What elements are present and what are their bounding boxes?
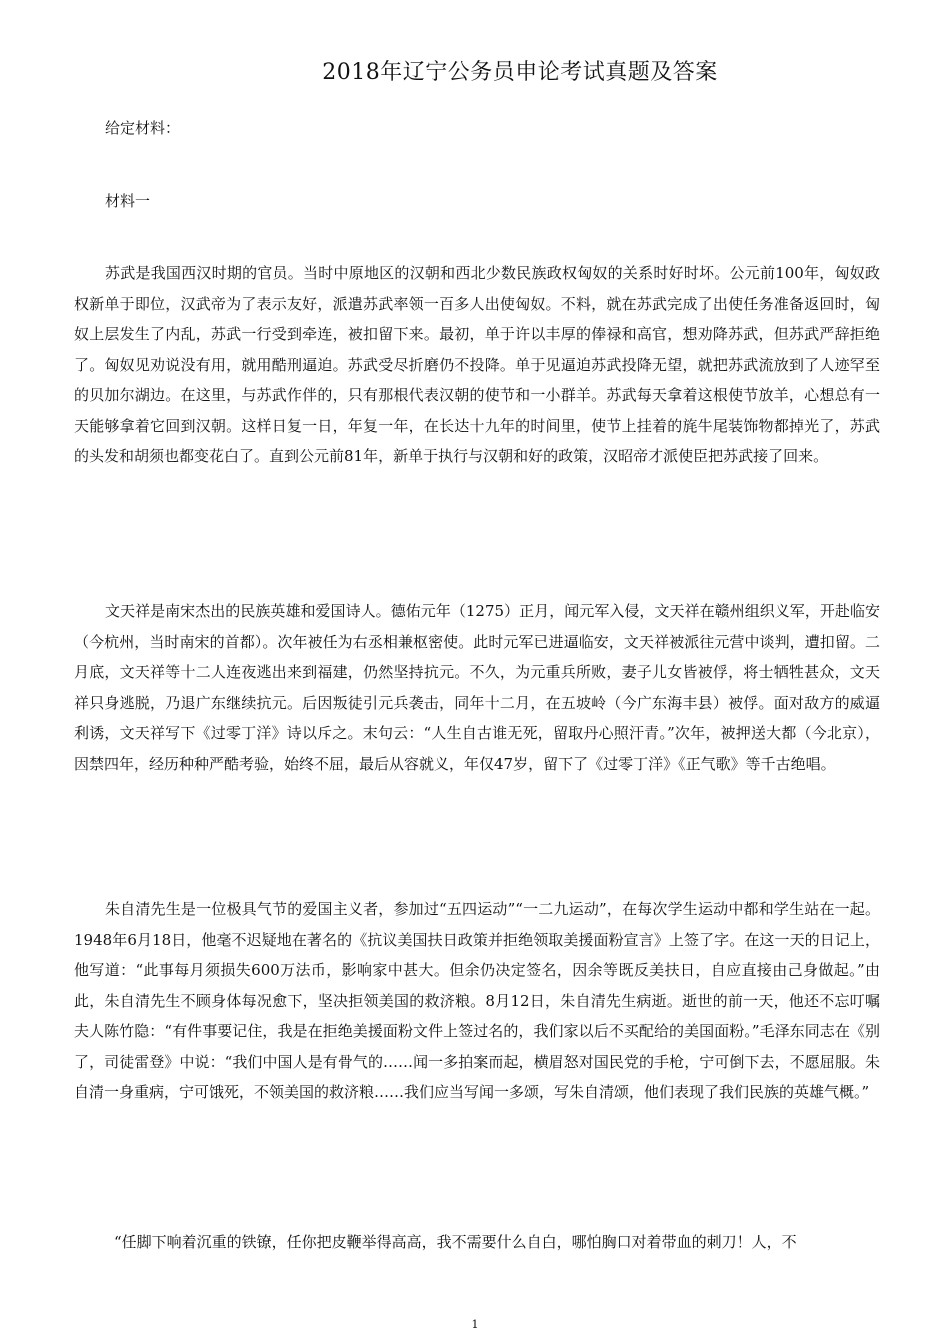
paragraph-su-wu: 苏武是我国西汉时期的官员。当时中原地区的汉朝和西北少数民族政权匈奴的关系时好时坏。公元前100年，匈奴政权新单于即位，汉武帝为了表示友好，派遣苏武率领一百多人出使匈奴。不料，就在苏武完成了出使任务准备返回时，匈奴上层发生了内乱，苏武一行受到牵连，被扣留下来。最初，单于许以丰厚的俸禄和高官，想劝降苏武，但苏武严辞拒绝了。匈奴见劝说没有用，就用酷刑逼迫。苏武受尽折磨仍不投降。单于见逼迫苏武投降无望，就把苏武流放到了人迹罕至的贝加尔湖边。在这里，与苏武作伴的，只有那根代表汉朝的使节和一小群羊。苏武每天拿着这根使节放羊，心想总有一天能够拿着它回到汉朝。这样日复一日，年复一年，在长达十九年的时间里，使节上挂着的旄牛尾装饰物都掉光了，苏武的头发和胡须也都变花白了。直到公元前81年，新单于执行与汉朝和好的政策，汉昭帝才派使臣把苏武接了回来。 [74, 264, 880, 465]
paragraph-zhu-ziqing: 朱自清先生是一位极具气节的爱国主义者，参加过“五四运动”“一二九运动”，在每次学生运动中都和学生站在一起。1948年6月18日，他毫不迟疑地在著名的《抗议美国扶日政策并拒绝领取美援面粉宣言》上签了字。在这一天的日记上，他写道：“此事每月须损失600万法币，影响家中甚大。但余仍决定签名，因余等既反美扶日，自应直接由己身做起。”由此，朱自清先生不顾身体每况愈下，坚决拒领美国的救济粮。8月12日，朱自清先生病逝。逝世的前一天，他还不忘叮嘱夫人陈竹隐：“有件事要记住，我是在拒绝美援面粉文件上签过名的，我们家以后不买配给的美国面粉。”毛泽东同志在《别了，司徒雷登》中说：“我们中国人是有骨气的……闻一多拍案而起，横眉怒对国民党的手枪，宁可倒下去，不愿屈服。朱自清一身重病，宁可饿死，不领美国的救济粮……我们应当写闻一多颂，写朱自清颂，他们表现了我们民族的英雄气概。” [74, 900, 880, 1101]
document-title: 2018年辽宁公务员申论考试真题及答案 [322, 60, 718, 85]
paragraph-wen-tianxiang: 文天祥是南宋杰出的民族英雄和爱国诗人。德佑元年（1275）正月，闻元军入侵，文天祥在赣州组织义军，开赴临安（今杭州，当时南宋的首都）。次年被任为右丞相兼枢密使。此时元军已进逼临安，文天祥被派往元营中谈判，遭扣留。二月底，文天祥等十二人连夜逃出来到福建，仍然坚持抗元。不久，为元重兵所败，妻子儿女皆被俘，将士牺牲甚众，文天祥只身逃脱，乃退广东继续抗元。后因叛徒引元兵袭击，同年十二月，在五坡岭（今广东海丰县）被俘。面对敌方的威逼利诱，文天祥写下《过零丁洋》诗以斥之。末句云：“人生自古谁无死，留取丹心照汗青。”次年，被押送大都（今北京），因禁四年，经历种种严酷考验，始终不屈，最后从容就义，年仅47岁，留下了《过零丁洋》《正气歌》等千古绝唱。 [74, 602, 880, 773]
paragraph-poem-excerpt: “任脚下响着沉重的铁镣，任你把皮鞭举得高高，我不需要什么自白，哪怕胸口对着带血的刺刀！人，不 [114, 1233, 797, 1251]
given-materials-label: 给定材料： [105, 119, 181, 137]
page-number: 1 [471, 1318, 479, 1331]
material-one-label: 材料一 [105, 192, 151, 210]
